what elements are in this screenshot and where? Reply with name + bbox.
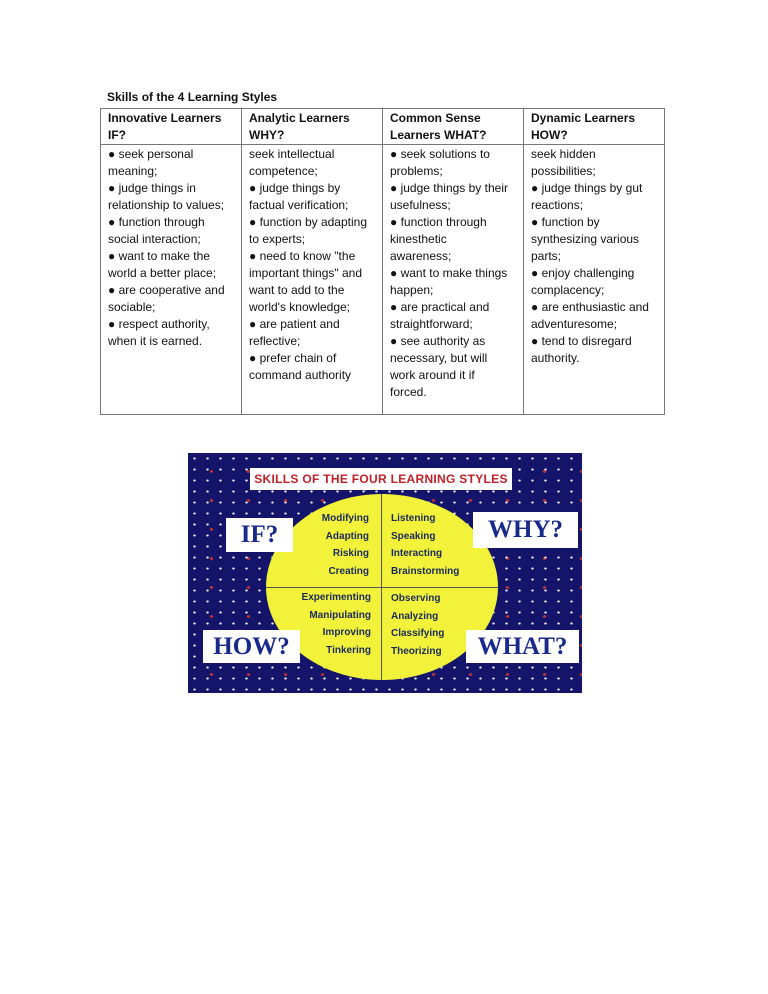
header-innovative — [101, 109, 242, 145]
cell-line: reflective; — [249, 334, 301, 348]
cell-dynamic — [524, 145, 665, 415]
cell-line: to experts; — [249, 232, 306, 246]
cell-line: ● function by — [531, 215, 600, 229]
skill-word: Adapting — [325, 530, 369, 542]
cell-line: complacency; — [531, 283, 605, 297]
cell-line: want to add to the — [249, 283, 345, 297]
cell-line: ● function by adapting — [249, 215, 367, 229]
skill-word: Improving — [322, 627, 371, 638]
skill-word: Risking — [332, 548, 369, 559]
cell-line: ● need to know "the — [249, 249, 356, 263]
cell-line: ● are enthusiastic and — [531, 300, 649, 314]
cell-line: ● see authority as — [390, 334, 486, 348]
cell-line: usefulness; — [390, 198, 451, 212]
label-how: HOW? — [203, 630, 300, 663]
cell-line: ● seek personal — [108, 147, 194, 161]
cell-line: ● judge things in — [108, 181, 196, 195]
learning-styles-figure — [188, 453, 582, 693]
skill-word: Creating — [328, 565, 369, 577]
cell-innovative — [101, 145, 242, 415]
quadrant-bottom-right — [391, 590, 481, 660]
cell-line: world's knowledge; — [249, 300, 351, 314]
header-analytic — [242, 109, 383, 145]
cell-line: problems; — [390, 164, 443, 178]
cell-line: ● are patient and — [249, 317, 340, 331]
cell-line: parts; — [531, 249, 562, 263]
quadrant-top-right — [391, 510, 491, 580]
header-line: Learners WHAT? — [390, 128, 487, 142]
cell-line: synthesizing various — [531, 232, 640, 246]
cell-line: happen; — [390, 283, 434, 297]
cell-line: ● function through — [390, 215, 487, 229]
header-line: HOW? — [531, 128, 568, 142]
cell-line: authority. — [531, 351, 580, 365]
cell-line: necessary, but will — [390, 351, 488, 365]
header-line: WHY? — [249, 128, 285, 142]
skill-word: Speaking — [391, 530, 436, 542]
skill-word: Observing — [391, 593, 441, 604]
header-line: Dynamic Learners — [531, 111, 636, 125]
table-header-row — [101, 109, 665, 145]
cell-line: ● respect authority, — [108, 317, 210, 331]
skill-word: Interacting — [391, 548, 443, 559]
skill-word: Classifying — [391, 628, 445, 639]
table-row — [101, 145, 665, 415]
cell-line: ● tend to disregard — [531, 334, 632, 348]
cell-common-sense — [383, 145, 524, 415]
header-line: Analytic Learners — [249, 111, 350, 125]
cell-line: seek intellectual — [249, 147, 335, 161]
cell-line: possibilities; — [531, 164, 596, 178]
cell-line: straightforward; — [390, 317, 473, 331]
cell-line: awareness; — [390, 249, 452, 263]
cell-line: sociable; — [108, 300, 156, 314]
cell-line: relationship to values; — [108, 198, 225, 212]
cell-line: important things" and — [249, 266, 362, 280]
cell-line: ● are practical and — [390, 300, 490, 314]
cell-line: command authority — [249, 368, 352, 382]
divider-horizontal — [266, 587, 498, 588]
cell-line: meaning; — [108, 164, 158, 178]
cell-line: ● are cooperative and — [108, 283, 225, 297]
cell-line: ● judge things by their — [390, 181, 508, 195]
document-title: Skills of the 4 Learning Styles — [107, 90, 278, 104]
cell-line: reactions; — [531, 198, 584, 212]
cell-line: ● prefer chain of — [249, 351, 337, 365]
skill-word: Experimenting — [301, 592, 371, 603]
cell-line: ● function through — [108, 215, 205, 229]
cell-line: ● want to make things — [390, 266, 508, 280]
skill-word: Brainstorming — [391, 565, 460, 577]
label-if: IF? — [226, 518, 293, 552]
cell-line: adventuresome; — [531, 317, 618, 331]
cell-line: ● judge things by gut — [531, 181, 643, 195]
cell-line: forced. — [390, 385, 427, 399]
header-line: Innovative Learners — [108, 111, 222, 125]
cell-line: ● judge things by — [249, 181, 341, 195]
cell-line: social interaction; — [108, 232, 201, 246]
skill-word: Manipulating — [309, 609, 371, 621]
header-dynamic — [524, 109, 665, 145]
cell-line: when it is earned. — [108, 334, 203, 348]
header-line: IF? — [108, 128, 126, 142]
skill-word: Tinkering — [326, 644, 371, 656]
cell-line: ● enjoy challenging — [531, 266, 635, 280]
skill-word: Modifying — [321, 513, 369, 524]
learning-styles-table — [100, 108, 665, 415]
skill-word: Listening — [391, 513, 436, 524]
label-why: WHY? — [473, 512, 578, 548]
skill-word: Theorizing — [391, 645, 442, 657]
cell-line: ● seek solutions to — [390, 147, 490, 161]
skill-word: Analyzing — [391, 610, 439, 622]
quadrant-bottom-left — [278, 589, 371, 659]
quadrant-top-left — [288, 510, 369, 580]
label-what: WHAT? — [466, 630, 579, 663]
cell-line: factual verification; — [249, 198, 349, 212]
cell-line: competence; — [249, 164, 318, 178]
cell-line: work around it if — [390, 368, 475, 382]
cell-line: kinesthetic — [390, 232, 447, 246]
header-line: Common Sense — [390, 111, 481, 125]
cell-line: ● want to make the — [108, 249, 210, 263]
header-common-sense — [383, 109, 524, 145]
cell-line: seek hidden — [531, 147, 596, 161]
cell-analytic — [242, 145, 383, 415]
cell-line: world a better place; — [108, 266, 217, 280]
figure-title: SKILLS OF THE FOUR LEARNING STYLES — [250, 468, 512, 490]
